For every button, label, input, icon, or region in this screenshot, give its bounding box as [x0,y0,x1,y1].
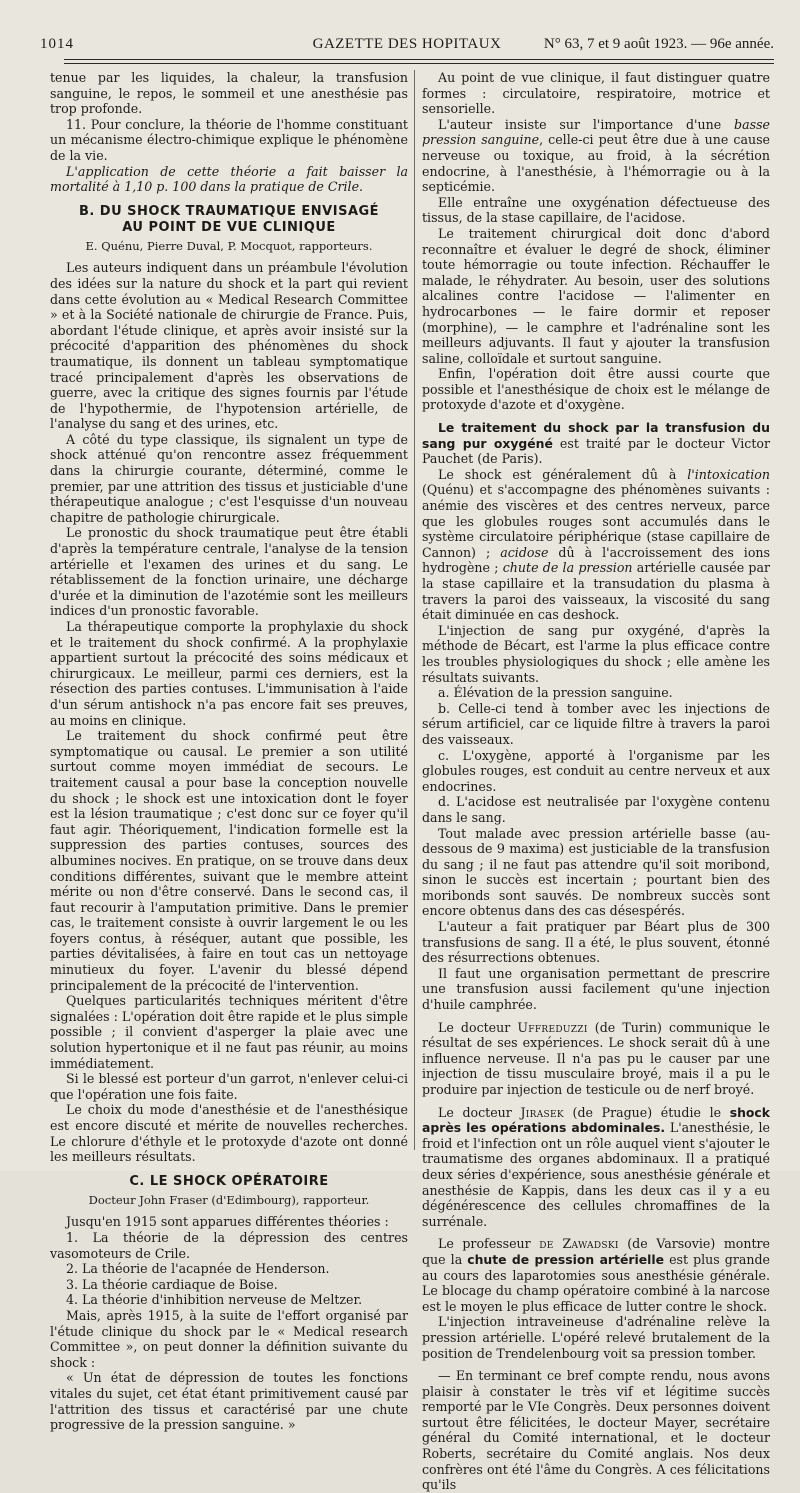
italic-run: l'intoxication [687,466,770,482]
paragraph [422,117,770,195]
list-item: 2. La théorie de l'acapnée de Henderson. [66,1261,330,1277]
italic-run: chute de la pression [502,560,633,576]
paragraph: Enfin, l'opération doit être aussi courte que possible et l'anesthésique de choix est le mélange de protoxyde d'azote et d'oxygène. [422,366,770,413]
text-run: Le professeur [438,1236,540,1252]
paragraph [422,1020,770,1098]
text-run: (Quénu) et s'accompagne des phénomènes suivants : anémie des viscères et des centres nerveux, parce que les globules rouges sont accumulés dans le système circulatoire périphérique (stase capillaire de Cannon) ; [422,482,770,560]
author-name: de Zawadski [539,1236,619,1252]
paragraph: L'auteur a fait pratiquer par Béart plus de 300 transfusions de sang. Il a été, le plus souvent, étonné des résurrections obtenues. [422,919,770,966]
paragraph: Le choix du mode d'anesthésie et de l'anesthésique est encore discuté et mérite de nouvelles recherches. Le chlorure d'éthyle et le protoxyde d'azote ont donné les meilleurs résultats. [50,1102,408,1165]
paragraph: Quelques particularités techniques méritent d'être signalées : L'opération doit être rapide et le plus simple possible ; il convient d'asperger la plaie avec une solution hypertonique et il ne faut pas réunir, au moins immédiatement. [50,993,408,1071]
header-rule-bottom [64,63,774,64]
paragraph: Mais, après 1915, à la suite de l'effort organisé par l'étude clinique du shock par le « Medical research Committee », on peut donner la définition suivante du shock : [50,1307,408,1370]
text-run: est traité par le docteur Victor Pauchet (de Paris). [422,435,770,467]
section-b-heading [50,204,408,236]
paragraph: Le traitement chirurgical doit donc d'abord reconnaître et évaluer le degré de shock, éliminer toute hémorragie ou toute infection. Réchauffer le malade, le réhydrater. Au besoin, user des solutions alcalines contre l'acidose — l'alimenter en hydrocarbones — le faire dormir et reposer (morphine), — le camphre et l'adrénaline sont les meilleurs adjuvants. Il faut y ajouter la transfusion saline, colloïdale et surtout sanguine. [422,225,770,366]
paragraph: — En terminant ce bref compte rendu, nous avons plaisir à constater le très vif et légitime succès remporté par le VIe Congrès. Deux personnes doivent surtout être félicitées, le docteur Mayer, secrétaire général du Comité international, et le docteur Roberts, secrétaire du Comité anglais. Nos deux confrères ont été l'âme du Congrès. A ces félicitations qu'ils [422,1368,770,1493]
column-divider [414,70,415,1150]
list-item: 1. La théorie de la dépression des centres vasomoteurs de Crile. [50,1229,408,1261]
paragraph [422,467,770,623]
text-run: artérielle causée par la stase capillaire et la transudation du plasma à travers la paroi des vaisseaux, la viscosité du sang était diminuée en cas deshock. [422,560,771,623]
text-run: L'auteur insiste sur l'importance d'une [438,116,735,132]
issue-info: N° 63, 7 et 9 août 1923. — 96e année. [543,36,774,52]
text-run: Le docteur [438,1104,521,1120]
paragraph: Si le blessé est porteur d'un garrot, n'enlever celui-ci que l'opération une fois faite. [50,1071,408,1102]
text-run: L'anesthésie, le froid et l'infection ont un rôle auquel vient s'ajouter le traumatisme des organes abdominaux. Il a pratiqué deux séries d'expérience, sous anesthésie générale et anesthésie de Kappis, dans les deux cas il y a eu dégénérescence des cellules chromaffines de la surrénale. [422,1120,770,1229]
section-b-title-line1: B. DU SHOCK TRAUMATIQUE ENVISAGÉ [78,203,380,219]
left-column [50,70,408,1433]
paragraph: Les auteurs indiquent dans un préambule l'évolution des idées sur la nature du shock et la part qui revient dans cette évolution au « Medical Research Committee » et à la Société nationale de chirurgie de France. Puis, abordant l'étude clinique, et après avoir insisté sur la précocité d'apparition des phénomènes du shock traumatique, ils donnent un tableau symptomatique tracé principalement d'après les observations de guerre, avec la critique des signes fournis par l'étude de l'hypothermie, de l'hypotension artérielle, de l'analyse du sang et des urines, etc. [50,260,408,432]
paragraph: L'injection intraveineuse d'adrénaline relève la pression artérielle. L'opéré relevé brutalement de la position de Trendelenbourg voit sa pression tomber. [422,1314,770,1361]
list-item: Jusqu'en 1915 sont apparues différentes théories : [66,1214,389,1230]
paragraph: Elle entraîne une oxygénation défectueuse des tissus, de la stase capillaire, de l'acidose. [422,194,770,226]
bold-run: shock après les opérations abdominales. [422,1104,770,1136]
list-item: a. Élévation de la pression sanguine. [438,685,673,701]
paragraph: Le pronostic du shock traumatique peut être établi d'après la température centrale, l'analyse de la tension artérielle et l'examen des urines et du sang. Le rétablissement de la fonction urinaire, une décharge d'urée et la diminution de l'azotémie sont les meilleurs indices d'un pronostic favorable. [50,525,408,619]
page-header [40,36,774,58]
paragraph: « Un état de dépression de toutes les fonctions vitales du sujet, cet état étant primitivement causé par l'attrition des tissus et caractérisé par une chute progressive de la pression sanguine. » [50,1370,408,1433]
paragraph [422,1105,770,1230]
paragraph: Le traitement du shock confirmé peut être symptomatique ou causal. Le premier a son utilité surtout comme moyen immédiat de secours. Le traitement causal a pour base la conception nouvelle du shock ; le shock est une intoxication dont le foyer est la lésion traumatique ; c'est donc sur ce foyer qu'il faut agir. Théoriquement, l'indication formelle est la suppression des parties contuses, sources des albumines nocives. En pratique, on se trouve dans deux conditions différentes, suivant que le membre atteint mérite ou non d'être conservé. Dans le second cas, il faut recourir à l'amputation primitive. Dans le premier cas, le traitement consiste à ouvrir largement le ou les foyers contus, à réséquer, autant que possible, les parties dévitalisées, à faire en tout cas un nettoyage minutieux du foyer. L'avenir du blessé dépend principalement de la précocité de l'intervention. [50,728,408,993]
section-b-authors: E. Quénu, Pierre Duval, P. Mocquot, rapporteurs. [85,238,373,253]
italic-run: acidose [500,544,549,560]
paragraph: tenue par les liquides, la chaleur, la transfusion sanguine, le repos, le sommeil et une anesthésie pas trop profonde. [50,70,408,117]
theory-list [50,1214,408,1308]
paragraph: A côté du type classique, ils signalent un type de shock atténué qu'on rencontre assez fréquemment dans la chirurgie courante, déterminé, comme le premier, par une attrition des tissus et justiciable d'une thérapeutique analogue ; c'est l'esquisse d'un nouveau chapitre de pathologie chirurgicale. [50,431,408,525]
journal-title: GAZETTE DES HOPITAUX [312,36,502,52]
author-name: Uffreduzzi [517,1019,588,1035]
text-run: (de Prague) étudie le [563,1104,730,1120]
paragraph: Tout malade avec pression artérielle basse (au-dessous de 9 maxima) est justiciable de la transfusion du sang ; il ne faut pas attendre qu'il soit moribond, sinon le succès est incertain ; pourtant bien des moribonds sont sauvés. De nombreux succès sont encore obtenus dans des cas désespérés. [422,825,770,919]
paragraph: La thérapeutique comporte la prophylaxie du shock et le traitement du shock confirmé. A la prophylaxie appartient surtout la précocité des soins médicaux et chirurgicaux. Le meilleur, parmi ces derniers, est la résection des parties contuses. L'immunisation à l'aide d'un sérum antishock n'a pas encore fait ses preuves, au moins en clinique. [50,619,408,728]
section-c-title: C. LE SHOCK OPÉRATOIRE [129,1173,329,1189]
header-rule-top [64,59,774,60]
paragraph: Il faut une organisation permettant de prescrire une transfusion aussi facilement qu'une injection d'huile camphrée. [422,965,770,1013]
right-column [422,70,770,1493]
text-run: (de Varsovie) montre que la [422,1236,770,1267]
author-name: Jirasek [520,1104,564,1120]
list-item: c. L'oxygène, apporté à l'organisme par les globules rouges, est conduit au centre nerveux et aux endocrines. [422,747,770,794]
bold-run: Le traitement du shock par la transfusion du sang pur oxygéné [422,420,770,451]
list-item: 3. La théorie cardiaque de Boise. [66,1276,278,1292]
italic-run: basse pression sanguine [422,116,770,148]
paragraph [422,1236,770,1314]
text-run: Le docteur [438,1019,518,1035]
text-run: (de Turin) communique le résultat de ses expériences. Le shock serait dû à une influence nerveuse. Il n'a pas pu le causer par une injection de tissu musculaire broyé, mais il a pu le produire par injection de testicule ou de nerf broyé. [422,1019,770,1097]
paragraph: Au point de vue clinique, il faut distinguer quatre formes : circulatoire, respiratoire, motrice et sensorielle. [422,70,770,117]
section-b-title-line2: AU POINT DE VUE CLINIQUE [122,219,336,235]
paragraph: L'injection de sang pur oxygéné, d'après la méthode de Bécart, est l'arme la plus efficace contre les troubles physiologiques du shock ; elle amène les résultats suivants. [422,622,770,685]
paragraph [422,420,770,467]
list-item: 4. La théorie d'inhibition nerveuse de Meltzer. [66,1292,363,1308]
paragraph: L'application de cette théorie a fait baisser la mortalité à 1,10 p. 100 dans la pratique de Crile. [50,163,408,195]
list-item: b. Celle-ci tend à tomber avec les injections de sérum artificiel, car ce liquide filtre à travers la paroi des vaisseaux. [422,700,770,747]
bold-run: chute de pression artérielle [467,1251,665,1267]
text-run: est plus grande au cours des laparotomies sous anesthésie générale. Le blocage du champ opératoire combiné à la narcose est le moyen le plus efficace de lutter contre le shock. [422,1251,770,1314]
page-number: 1014 [40,36,74,52]
text-run: , celle-ci peut être due à une cause nerveuse ou toxique, au froid, à la sécrétion endocrine, à l'anesthésie, à l'hémorragie ou à la septicémie. [422,132,771,195]
text-run: dû à l'accroissement des ions hydrogène ; [422,544,770,576]
section-c-author: Docteur John Fraser (d'Edimbourg), rapporteur. [88,1192,370,1207]
list-item: d. L'acidose est neutralisée par l'oxygène contenu dans le sang. [422,794,770,825]
paragraph: 11. Pour conclure, la théorie de l'homme constituant un mécanisme électro-chimique explique le phénomène de la vie. [50,116,408,163]
text-run: Le shock est généralement dû à [438,466,688,482]
